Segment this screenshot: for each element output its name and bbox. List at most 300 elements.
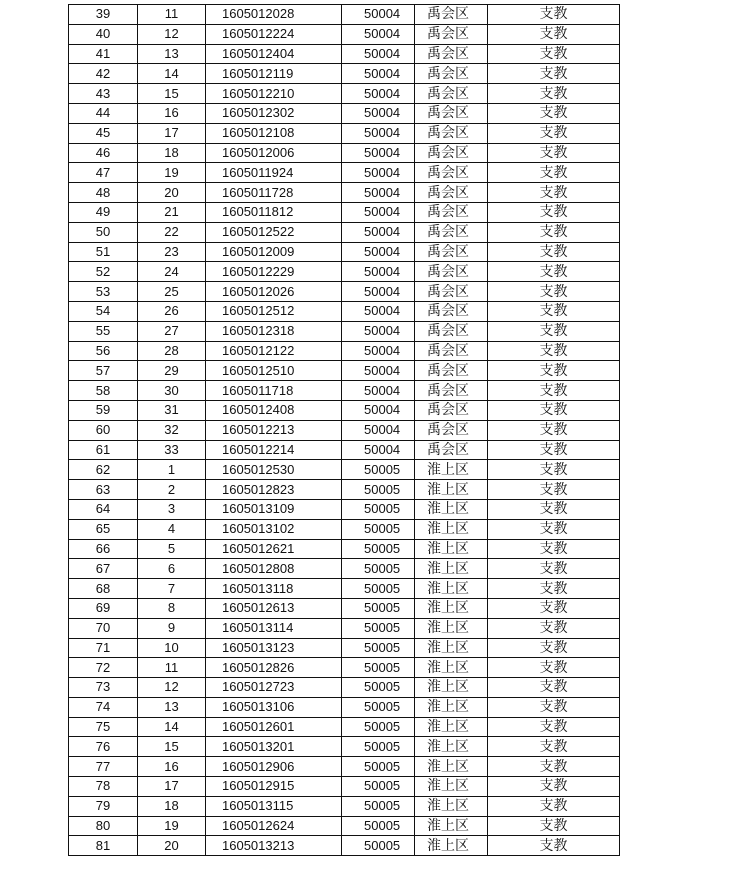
district-cell: 淮上区: [415, 777, 488, 797]
group-sequence-cell: 30: [138, 381, 206, 401]
position-code-cell: 50004: [342, 163, 415, 183]
position-code-cell: 50005: [342, 539, 415, 559]
position-code-cell: 50004: [342, 420, 415, 440]
row-number-cell: 74: [69, 697, 138, 717]
district-cell: 禹会区: [415, 341, 488, 361]
exam-number-cell: 1605012723: [206, 678, 342, 698]
exam-number-cell: 1605011812: [206, 202, 342, 222]
row-number-cell: 57: [69, 361, 138, 381]
position-code-cell: 50005: [342, 717, 415, 737]
exam-number-cell: 1605013123: [206, 638, 342, 658]
position-code-cell: 50004: [342, 361, 415, 381]
table-row: [69, 757, 620, 777]
table-row: [69, 480, 620, 500]
position-code-cell: 50005: [342, 499, 415, 519]
exam-number-cell: 1605012915: [206, 777, 342, 797]
exam-number-cell: 1605012621: [206, 539, 342, 559]
table-row: [69, 737, 620, 757]
row-number-cell: 68: [69, 579, 138, 599]
table-row: [69, 400, 620, 420]
exam-number-cell: 1605013213: [206, 836, 342, 856]
position-code-cell: 50004: [342, 341, 415, 361]
row-number-cell: 55: [69, 321, 138, 341]
row-number-cell: 70: [69, 618, 138, 638]
group-sequence-cell: 32: [138, 420, 206, 440]
position-type-cell: 支教: [488, 618, 620, 638]
row-number-cell: 76: [69, 737, 138, 757]
district-cell: 禹会区: [415, 361, 488, 381]
position-code-cell: 50004: [342, 183, 415, 203]
exam-number-cell: 1605012808: [206, 559, 342, 579]
table-row: [69, 420, 620, 440]
row-number-cell: 65: [69, 519, 138, 539]
district-cell: 禹会区: [415, 163, 488, 183]
group-sequence-cell: 17: [138, 777, 206, 797]
results-table: [68, 4, 620, 856]
position-type-cell: 支教: [488, 183, 620, 203]
exam-number-cell: 1605011924: [206, 163, 342, 183]
group-sequence-cell: 31: [138, 400, 206, 420]
district-cell: 淮上区: [415, 816, 488, 836]
position-type-cell: 支教: [488, 123, 620, 143]
exam-number-cell: 1605012210: [206, 84, 342, 104]
district-cell: 淮上区: [415, 638, 488, 658]
row-number-cell: 39: [69, 5, 138, 25]
row-number-cell: 59: [69, 400, 138, 420]
exam-number-cell: 1605012229: [206, 262, 342, 282]
position-type-cell: 支教: [488, 5, 620, 25]
district-cell: 禹会区: [415, 301, 488, 321]
district-cell: 禹会区: [415, 420, 488, 440]
group-sequence-cell: 5: [138, 539, 206, 559]
row-number-cell: 66: [69, 539, 138, 559]
row-number-cell: 80: [69, 816, 138, 836]
row-number-cell: 52: [69, 262, 138, 282]
position-code-cell: 50004: [342, 262, 415, 282]
district-cell: 淮上区: [415, 460, 488, 480]
district-cell: 淮上区: [415, 717, 488, 737]
position-code-cell: 50005: [342, 480, 415, 500]
position-code-cell: 50005: [342, 697, 415, 717]
district-cell: 淮上区: [415, 796, 488, 816]
exam-number-cell: 1605012009: [206, 242, 342, 262]
table-row: [69, 262, 620, 282]
row-number-cell: 71: [69, 638, 138, 658]
row-number-cell: 60: [69, 420, 138, 440]
position-code-cell: 50004: [342, 64, 415, 84]
district-cell: 禹会区: [415, 242, 488, 262]
exam-number-cell: 1605012510: [206, 361, 342, 381]
position-type-cell: 支教: [488, 321, 620, 341]
table-row: [69, 579, 620, 599]
row-number-cell: 48: [69, 183, 138, 203]
district-cell: 淮上区: [415, 697, 488, 717]
exam-number-cell: 1605012302: [206, 103, 342, 123]
position-code-cell: 50005: [342, 757, 415, 777]
exam-number-cell: 1605013106: [206, 697, 342, 717]
position-type-cell: 支教: [488, 44, 620, 64]
group-sequence-cell: 16: [138, 103, 206, 123]
position-code-cell: 50005: [342, 777, 415, 797]
group-sequence-cell: 15: [138, 84, 206, 104]
row-number-cell: 40: [69, 24, 138, 44]
exam-number-cell: 1605012006: [206, 143, 342, 163]
district-cell: 禹会区: [415, 5, 488, 25]
row-number-cell: 56: [69, 341, 138, 361]
position-type-cell: 支教: [488, 717, 620, 737]
group-sequence-cell: 4: [138, 519, 206, 539]
row-number-cell: 81: [69, 836, 138, 856]
exam-number-cell: 1605012613: [206, 598, 342, 618]
group-sequence-cell: 25: [138, 282, 206, 302]
position-type-cell: 支教: [488, 757, 620, 777]
group-sequence-cell: 10: [138, 638, 206, 658]
district-cell: 禹会区: [415, 282, 488, 302]
position-type-cell: 支教: [488, 816, 620, 836]
table-row: [69, 222, 620, 242]
table-row: [69, 816, 620, 836]
row-number-cell: 77: [69, 757, 138, 777]
row-number-cell: 54: [69, 301, 138, 321]
position-type-cell: 支教: [488, 697, 620, 717]
exam-number-cell: 1605013102: [206, 519, 342, 539]
position-type-cell: 支教: [488, 440, 620, 460]
exam-number-cell: 1605011728: [206, 183, 342, 203]
table-row: [69, 598, 620, 618]
position-code-cell: 50005: [342, 658, 415, 678]
position-code-cell: 50005: [342, 460, 415, 480]
district-cell: 禹会区: [415, 44, 488, 64]
group-sequence-cell: 15: [138, 737, 206, 757]
district-cell: 淮上区: [415, 678, 488, 698]
group-sequence-cell: 20: [138, 183, 206, 203]
table-row: [69, 44, 620, 64]
table-row: [69, 717, 620, 737]
group-sequence-cell: 11: [138, 658, 206, 678]
position-code-cell: 50005: [342, 598, 415, 618]
row-number-cell: 44: [69, 103, 138, 123]
position-code-cell: 50004: [342, 321, 415, 341]
table-row: [69, 282, 620, 302]
row-number-cell: 61: [69, 440, 138, 460]
group-sequence-cell: 12: [138, 678, 206, 698]
position-type-cell: 支教: [488, 480, 620, 500]
district-cell: 禹会区: [415, 123, 488, 143]
row-number-cell: 67: [69, 559, 138, 579]
row-number-cell: 43: [69, 84, 138, 104]
exam-number-cell: 1605012213: [206, 420, 342, 440]
group-sequence-cell: 2: [138, 480, 206, 500]
group-sequence-cell: 33: [138, 440, 206, 460]
position-code-cell: 50004: [342, 222, 415, 242]
position-code-cell: 50005: [342, 519, 415, 539]
exam-number-cell: 1605012224: [206, 24, 342, 44]
position-type-cell: 支教: [488, 737, 620, 757]
position-type-cell: 支教: [488, 519, 620, 539]
row-number-cell: 73: [69, 678, 138, 698]
position-code-cell: 50005: [342, 737, 415, 757]
position-type-cell: 支教: [488, 202, 620, 222]
table-row: [69, 638, 620, 658]
table-row: [69, 658, 620, 678]
table-row: [69, 123, 620, 143]
group-sequence-cell: 17: [138, 123, 206, 143]
position-type-cell: 支教: [488, 400, 620, 420]
group-sequence-cell: 19: [138, 816, 206, 836]
exam-number-cell: 1605013114: [206, 618, 342, 638]
group-sequence-cell: 22: [138, 222, 206, 242]
district-cell: 淮上区: [415, 737, 488, 757]
district-cell: 淮上区: [415, 618, 488, 638]
position-code-cell: 50005: [342, 618, 415, 638]
table-row: [69, 796, 620, 816]
district-cell: 禹会区: [415, 103, 488, 123]
exam-number-cell: 1605012512: [206, 301, 342, 321]
position-code-cell: 50004: [342, 242, 415, 262]
position-code-cell: 50004: [342, 440, 415, 460]
exam-number-cell: 1605011718: [206, 381, 342, 401]
group-sequence-cell: 16: [138, 757, 206, 777]
position-code-cell: 50004: [342, 381, 415, 401]
group-sequence-cell: 12: [138, 24, 206, 44]
table-row: [69, 341, 620, 361]
row-number-cell: 42: [69, 64, 138, 84]
position-code-cell: 50004: [342, 5, 415, 25]
position-type-cell: 支教: [488, 381, 620, 401]
row-number-cell: 78: [69, 777, 138, 797]
row-number-cell: 41: [69, 44, 138, 64]
row-number-cell: 64: [69, 499, 138, 519]
row-number-cell: 50: [69, 222, 138, 242]
table-row: [69, 84, 620, 104]
position-type-cell: 支教: [488, 341, 620, 361]
position-type-cell: 支教: [488, 836, 620, 856]
group-sequence-cell: 1: [138, 460, 206, 480]
group-sequence-cell: 21: [138, 202, 206, 222]
table-row: [69, 361, 620, 381]
exam-number-cell: 1605012119: [206, 64, 342, 84]
group-sequence-cell: 13: [138, 697, 206, 717]
exam-number-cell: 1605012318: [206, 321, 342, 341]
position-type-cell: 支教: [488, 222, 620, 242]
group-sequence-cell: 24: [138, 262, 206, 282]
exam-number-cell: 1605012026: [206, 282, 342, 302]
table-row: [69, 697, 620, 717]
position-type-cell: 支教: [488, 282, 620, 302]
row-number-cell: 79: [69, 796, 138, 816]
position-code-cell: 50004: [342, 282, 415, 302]
position-type-cell: 支教: [488, 579, 620, 599]
district-cell: 禹会区: [415, 440, 488, 460]
position-code-cell: 50004: [342, 44, 415, 64]
row-number-cell: 47: [69, 163, 138, 183]
table-row: [69, 321, 620, 341]
row-number-cell: 51: [69, 242, 138, 262]
position-code-cell: 50004: [342, 202, 415, 222]
position-code-cell: 50004: [342, 400, 415, 420]
group-sequence-cell: 11: [138, 5, 206, 25]
exam-number-cell: 1605012408: [206, 400, 342, 420]
position-code-cell: 50004: [342, 143, 415, 163]
position-type-cell: 支教: [488, 242, 620, 262]
group-sequence-cell: 3: [138, 499, 206, 519]
group-sequence-cell: 14: [138, 64, 206, 84]
group-sequence-cell: 8: [138, 598, 206, 618]
position-code-cell: 50005: [342, 638, 415, 658]
district-cell: 淮上区: [415, 579, 488, 599]
district-cell: 禹会区: [415, 400, 488, 420]
district-cell: 禹会区: [415, 222, 488, 242]
row-number-cell: 46: [69, 143, 138, 163]
district-cell: 禹会区: [415, 183, 488, 203]
group-sequence-cell: 27: [138, 321, 206, 341]
position-type-cell: 支教: [488, 658, 620, 678]
group-sequence-cell: 28: [138, 341, 206, 361]
exam-number-cell: 1605012826: [206, 658, 342, 678]
district-cell: 禹会区: [415, 262, 488, 282]
group-sequence-cell: 29: [138, 361, 206, 381]
position-code-cell: 50004: [342, 103, 415, 123]
row-number-cell: 72: [69, 658, 138, 678]
group-sequence-cell: 26: [138, 301, 206, 321]
position-type-cell: 支教: [488, 143, 620, 163]
position-type-cell: 支教: [488, 796, 620, 816]
exam-number-cell: 1605012522: [206, 222, 342, 242]
position-code-cell: 50004: [342, 84, 415, 104]
district-cell: 淮上区: [415, 598, 488, 618]
table-row: [69, 5, 620, 25]
district-cell: 禹会区: [415, 381, 488, 401]
group-sequence-cell: 7: [138, 579, 206, 599]
position-type-cell: 支教: [488, 499, 620, 519]
group-sequence-cell: 14: [138, 717, 206, 737]
district-cell: 禹会区: [415, 202, 488, 222]
group-sequence-cell: 20: [138, 836, 206, 856]
position-code-cell: 50004: [342, 24, 415, 44]
group-sequence-cell: 6: [138, 559, 206, 579]
table-row: [69, 24, 620, 44]
district-cell: 禹会区: [415, 143, 488, 163]
district-cell: 淮上区: [415, 519, 488, 539]
position-type-cell: 支教: [488, 24, 620, 44]
exam-number-cell: 1605013118: [206, 579, 342, 599]
position-type-cell: 支教: [488, 638, 620, 658]
exam-number-cell: 1605013109: [206, 499, 342, 519]
position-type-cell: 支教: [488, 678, 620, 698]
position-code-cell: 50004: [342, 123, 415, 143]
district-cell: 禹会区: [415, 64, 488, 84]
district-cell: 禹会区: [415, 24, 488, 44]
position-type-cell: 支教: [488, 361, 620, 381]
group-sequence-cell: 19: [138, 163, 206, 183]
exam-number-cell: 1605012530: [206, 460, 342, 480]
position-type-cell: 支教: [488, 84, 620, 104]
position-code-cell: 50005: [342, 796, 415, 816]
table-row: [69, 678, 620, 698]
exam-number-cell: 1605012404: [206, 44, 342, 64]
district-cell: 淮上区: [415, 836, 488, 856]
table-body: [69, 5, 620, 856]
group-sequence-cell: 18: [138, 796, 206, 816]
exam-number-cell: 1605012108: [206, 123, 342, 143]
position-type-cell: 支教: [488, 420, 620, 440]
district-cell: 禹会区: [415, 321, 488, 341]
exam-number-cell: 1605013115: [206, 796, 342, 816]
table-row: [69, 559, 620, 579]
table-row: [69, 519, 620, 539]
table-row: [69, 202, 620, 222]
row-number-cell: 53: [69, 282, 138, 302]
table-row: [69, 64, 620, 84]
table-row: [69, 499, 620, 519]
table-row: [69, 301, 620, 321]
position-code-cell: 50005: [342, 678, 415, 698]
exam-number-cell: 1605012906: [206, 757, 342, 777]
position-type-cell: 支教: [488, 64, 620, 84]
group-sequence-cell: 18: [138, 143, 206, 163]
position-type-cell: 支教: [488, 598, 620, 618]
district-cell: 淮上区: [415, 499, 488, 519]
table-row: [69, 103, 620, 123]
position-type-cell: 支教: [488, 539, 620, 559]
position-code-cell: 50004: [342, 301, 415, 321]
row-number-cell: 45: [69, 123, 138, 143]
district-cell: 淮上区: [415, 539, 488, 559]
position-type-cell: 支教: [488, 559, 620, 579]
exam-number-cell: 1605012624: [206, 816, 342, 836]
position-code-cell: 50005: [342, 816, 415, 836]
table-row: [69, 618, 620, 638]
position-type-cell: 支教: [488, 460, 620, 480]
position-type-cell: 支教: [488, 103, 620, 123]
exam-number-cell: 1605012601: [206, 717, 342, 737]
row-number-cell: 62: [69, 460, 138, 480]
exam-number-cell: 1605012214: [206, 440, 342, 460]
table-row: [69, 183, 620, 203]
table-row: [69, 163, 620, 183]
position-type-cell: 支教: [488, 262, 620, 282]
row-number-cell: 75: [69, 717, 138, 737]
row-number-cell: 69: [69, 598, 138, 618]
group-sequence-cell: 9: [138, 618, 206, 638]
table-row: [69, 836, 620, 856]
district-cell: 淮上区: [415, 757, 488, 777]
row-number-cell: 58: [69, 381, 138, 401]
district-cell: 淮上区: [415, 658, 488, 678]
exam-number-cell: 1605012122: [206, 341, 342, 361]
position-type-cell: 支教: [488, 301, 620, 321]
position-type-cell: 支教: [488, 777, 620, 797]
position-code-cell: 50005: [342, 579, 415, 599]
district-cell: 淮上区: [415, 559, 488, 579]
table-row: [69, 777, 620, 797]
position-type-cell: 支教: [488, 163, 620, 183]
row-number-cell: 49: [69, 202, 138, 222]
table-row: [69, 539, 620, 559]
district-cell: 禹会区: [415, 84, 488, 104]
group-sequence-cell: 23: [138, 242, 206, 262]
table-row: [69, 460, 620, 480]
position-code-cell: 50005: [342, 836, 415, 856]
exam-number-cell: 1605013201: [206, 737, 342, 757]
group-sequence-cell: 13: [138, 44, 206, 64]
row-number-cell: 63: [69, 480, 138, 500]
table-row: [69, 143, 620, 163]
exam-number-cell: 1605012823: [206, 480, 342, 500]
table-row: [69, 440, 620, 460]
exam-number-cell: 1605012028: [206, 5, 342, 25]
table-row: [69, 242, 620, 262]
